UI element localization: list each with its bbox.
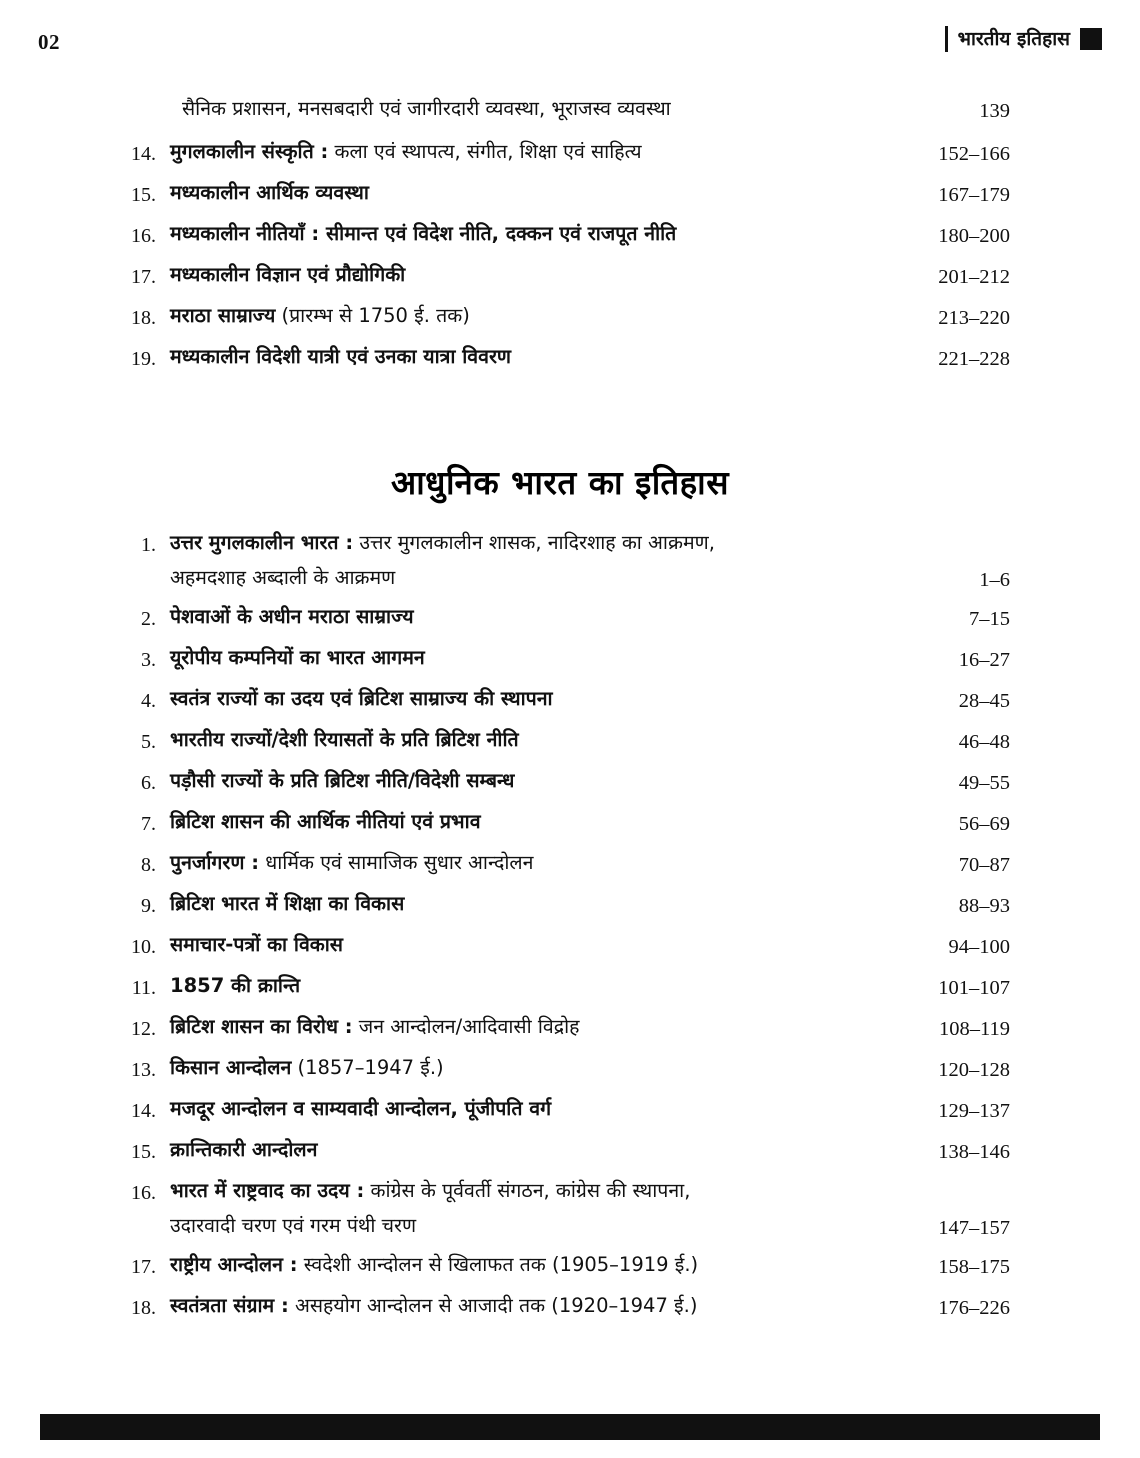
- toc-title: [170, 932, 890, 958]
- toc-title: [170, 809, 890, 835]
- toc-title: [170, 530, 890, 556]
- toc-title-rest: कला एवं स्थापत्य, संगीत, शिक्षा एवं साहित्य: [328, 140, 642, 164]
- toc-row-continuation: [110, 1213, 1010, 1242]
- toc-title: [170, 645, 890, 671]
- toc-number: 16.: [131, 225, 156, 248]
- toc-pages: 46–48: [958, 730, 1010, 753]
- toc-section-modern: [110, 530, 1010, 1322]
- toc-pages: 176–226: [938, 1296, 1010, 1319]
- toc-row: [110, 1178, 1010, 1241]
- toc-pages-placeholder: [890, 1178, 1010, 1180]
- toc-title: [170, 344, 890, 370]
- toc-number: 19.: [131, 348, 156, 371]
- toc-pages: 108–119: [939, 1018, 1010, 1041]
- footer-bar: [40, 1414, 1100, 1440]
- toc-pages: 120–128: [938, 1059, 1010, 1082]
- toc-pages: 138–146: [938, 1141, 1010, 1164]
- toc-title-bold: किसान आन्दोलन: [170, 1056, 292, 1080]
- toc-number: 3.: [141, 648, 156, 671]
- toc-pages-placeholder: [890, 530, 1010, 532]
- toc-row: [110, 139, 1010, 168]
- toc-row: [110, 809, 1010, 838]
- toc-title-bold: मध्यकालीन आर्थिक व्यवस्था: [170, 181, 369, 205]
- toc-title-bold: मध्यकालीन विज्ञान एवं प्रौद्योगिकी: [170, 263, 406, 287]
- toc-title-bold: ब्रिटिश भारत में शिक्षा का विकास: [170, 892, 405, 916]
- toc-title: [170, 1137, 890, 1163]
- toc-title-bold: यूरोपीय कम्पनियों का भारत आगमन: [170, 645, 425, 669]
- toc-row: [110, 973, 1010, 1002]
- toc-title: [170, 262, 890, 288]
- toc-number: 1.: [141, 534, 156, 557]
- toc-title: [170, 973, 890, 999]
- toc-number: 8.: [141, 854, 156, 877]
- toc-title-bold: पेशवाओं के अधीन मराठा साम्राज्य: [170, 604, 414, 628]
- toc-number: 15.: [131, 184, 156, 207]
- toc-title-line2: अहमदशाह अब्दाली के आक्रमण: [170, 565, 396, 589]
- toc-title-bold: पुनर्जागरण :: [170, 851, 260, 875]
- toc-row: [110, 262, 1010, 291]
- toc-title: [170, 1293, 890, 1319]
- toc-title: सैनिक प्रशासन, मनसबदारी एवं जागीरदारी व्यवस्था, भूराजस्व व्यवस्था: [182, 97, 671, 120]
- toc-title-bold: मुगलकालीन संस्कृति :: [170, 140, 329, 164]
- toc-title: [170, 768, 890, 794]
- toc-title: [170, 1178, 890, 1204]
- toc-number: 6.: [141, 771, 156, 794]
- toc-title-bold: पड़ौसी राज्यों के प्रति ब्रिटिश नीति/विदेशी सम्बन्ध: [170, 768, 515, 792]
- vertical-rule-icon: [945, 26, 948, 52]
- toc-title: [170, 1252, 890, 1278]
- toc-pages: 1–6: [979, 568, 1010, 591]
- toc-title: [170, 180, 890, 206]
- toc-row: [110, 344, 1010, 373]
- toc-number: 15.: [131, 1141, 156, 1164]
- toc-number: 7.: [141, 813, 156, 835]
- toc-pages: 158–175: [938, 1255, 1010, 1278]
- toc-title-bold: भारत में राष्ट्रवाद का उदय :: [170, 1179, 365, 1203]
- toc-pages: 201–212: [938, 266, 1010, 289]
- toc-row: [110, 530, 1010, 593]
- toc-row: [110, 604, 1010, 633]
- toc-number: 13.: [131, 1059, 156, 1082]
- toc-pages: 94–100: [948, 936, 1010, 959]
- toc-title: [170, 1014, 890, 1040]
- toc-title-bold: राष्ट्रीय आन्दोलन :: [170, 1252, 298, 1276]
- toc-title: [170, 850, 890, 876]
- toc-row: [110, 850, 1010, 879]
- toc-title-bold: ब्रिटिश शासन का विरोध :: [170, 1015, 353, 1039]
- toc-title: [170, 139, 890, 165]
- toc-title: [170, 891, 890, 917]
- toc-title-bold: मध्यकालीन नीतियाँ : सीमान्त एवं विदेश नीति, दक्कन एवं राजपूत नीति: [170, 222, 677, 246]
- toc-pages: 16–27: [958, 648, 1010, 671]
- toc-number: 18.: [131, 307, 156, 330]
- toc-pages: 221–228: [938, 348, 1010, 371]
- toc-title: [170, 303, 890, 329]
- toc-pages: 56–69: [958, 813, 1010, 835]
- toc-row: [110, 727, 1010, 756]
- toc-title-bold: 1857 की क्रान्ति: [170, 974, 301, 998]
- toc-title: [170, 1055, 890, 1081]
- toc-title-bold: मराठा साम्राज्य: [170, 304, 276, 328]
- toc-row: [110, 932, 1010, 961]
- toc-row: [110, 1137, 1010, 1166]
- toc-row: [110, 686, 1010, 715]
- toc-title: [170, 686, 890, 712]
- toc-number: 4.: [141, 689, 156, 712]
- toc-title-bold: स्वतंत्रता संग्राम :: [170, 1293, 289, 1317]
- toc-title-bold: भारतीय राज्यों/देशी रियासतों के प्रति ब्रिटिश नीति: [170, 727, 519, 751]
- toc-number: 14.: [131, 1100, 156, 1123]
- toc-number: 5.: [141, 730, 156, 753]
- toc-title: [170, 727, 890, 753]
- toc-row: [110, 891, 1010, 920]
- toc-number: 14.: [131, 143, 156, 166]
- toc-pages: 147–157: [938, 1216, 1010, 1239]
- toc-row: [110, 180, 1010, 209]
- toc-title-bold: मध्यकालीन विदेशी यात्री एवं उनका यात्रा विवरण: [170, 345, 512, 369]
- toc-row-continuation: [110, 565, 1010, 594]
- toc-pages: 28–45: [958, 689, 1010, 712]
- toc-row: [110, 1014, 1010, 1043]
- toc-pages: 180–200: [938, 225, 1010, 248]
- toc-row: [110, 1293, 1010, 1322]
- toc-pages: 139: [979, 100, 1010, 122]
- toc-number: 17.: [131, 1255, 156, 1278]
- toc-number: 9.: [141, 895, 156, 918]
- toc-title-bold: मजदूर आन्दोलन व साम्यवादी आन्दोलन, पूंजीपति वर्ग: [170, 1097, 552, 1121]
- toc-row: [110, 1096, 1010, 1125]
- toc-number: 16.: [131, 1182, 156, 1205]
- toc-title-rest: उत्तर मुगलकालीन शासक, नादिरशाह का आक्रमण,: [353, 531, 715, 555]
- toc-pages: 129–137: [938, 1100, 1010, 1123]
- page-number: 02: [38, 30, 60, 54]
- toc-title-bold: ब्रिटिश शासन की आर्थिक नीतियां एवं प्रभाव: [170, 810, 481, 833]
- toc-number: 12.: [131, 1018, 156, 1041]
- page-header: [0, 26, 1140, 70]
- toc-title-bold: स्वतंत्र राज्यों का उदय एवं ब्रिटिश साम्राज्य की स्थापना: [170, 686, 553, 710]
- toc-title: [170, 221, 890, 247]
- section-heading-modern-india: आधुनिक भारत का इतिहास: [390, 463, 730, 503]
- toc-row: [110, 1055, 1010, 1084]
- toc-pages: 70–87: [958, 854, 1010, 877]
- toc-pages: 101–107: [938, 977, 1010, 1000]
- toc-row: [110, 768, 1010, 797]
- toc-title-rest: स्वदेशी आन्दोलन से खिलाफत तक (1905–1919 ई.): [297, 1252, 699, 1276]
- toc-title-rest: धार्मिक एवं सामाजिक सुधार आन्दोलन: [259, 851, 534, 875]
- toc-row: [110, 1252, 1010, 1281]
- toc-title-bold: समाचार-पत्रों का विकास: [170, 933, 343, 957]
- toc-title-rest: (प्रारम्भ से 1750 ई. तक): [275, 304, 470, 328]
- toc-row: [110, 303, 1010, 332]
- toc-pages: 213–220: [938, 307, 1010, 330]
- toc-title: [170, 1096, 890, 1122]
- toc-number: 2.: [141, 607, 156, 630]
- toc-number: 10.: [131, 936, 156, 959]
- toc-title-line2: उदारवादी चरण एवं गरम पंथी चरण: [170, 1213, 417, 1237]
- toc-pages: 49–55: [958, 771, 1010, 794]
- toc-title-rest: असहयोग आन्दोलन से आजादी तक (1920–1947 ई.): [288, 1293, 698, 1317]
- toc-section-medieval: [110, 139, 1010, 373]
- book-title: भारतीय इतिहास: [957, 28, 1070, 50]
- header-right-group: [945, 26, 1102, 52]
- toc-pages: 88–93: [958, 895, 1010, 918]
- toc-title-rest: (1857–1947 ई.): [291, 1056, 444, 1080]
- filled-square-icon: [1080, 28, 1102, 50]
- section-spacer: [110, 385, 1010, 407]
- toc-pages: 152–166: [938, 143, 1010, 166]
- toc-title-bold: क्रान्तिकारी आन्दोलन: [170, 1138, 318, 1162]
- toc-pages: 7–15: [969, 607, 1010, 630]
- toc-pages: 167–179: [938, 184, 1010, 207]
- toc-title-rest: जन आन्दोलन/आदिवासी विद्रोह: [352, 1015, 580, 1039]
- toc-number: 11.: [131, 977, 156, 1000]
- toc-title-bold: उत्तर मुगलकालीन भारत :: [170, 531, 354, 555]
- toc-row: [110, 221, 1010, 250]
- toc-row: [110, 96, 1010, 125]
- toc-title: [170, 604, 890, 630]
- toc-number: 18.: [131, 1296, 156, 1319]
- toc-row: [110, 645, 1010, 674]
- toc-number: 17.: [131, 266, 156, 289]
- toc-title-rest: कांग्रेस के पूर्ववर्ती संगठन, कांग्रेस की स्थापना,: [364, 1179, 691, 1203]
- table-of-contents: [110, 96, 1010, 1334]
